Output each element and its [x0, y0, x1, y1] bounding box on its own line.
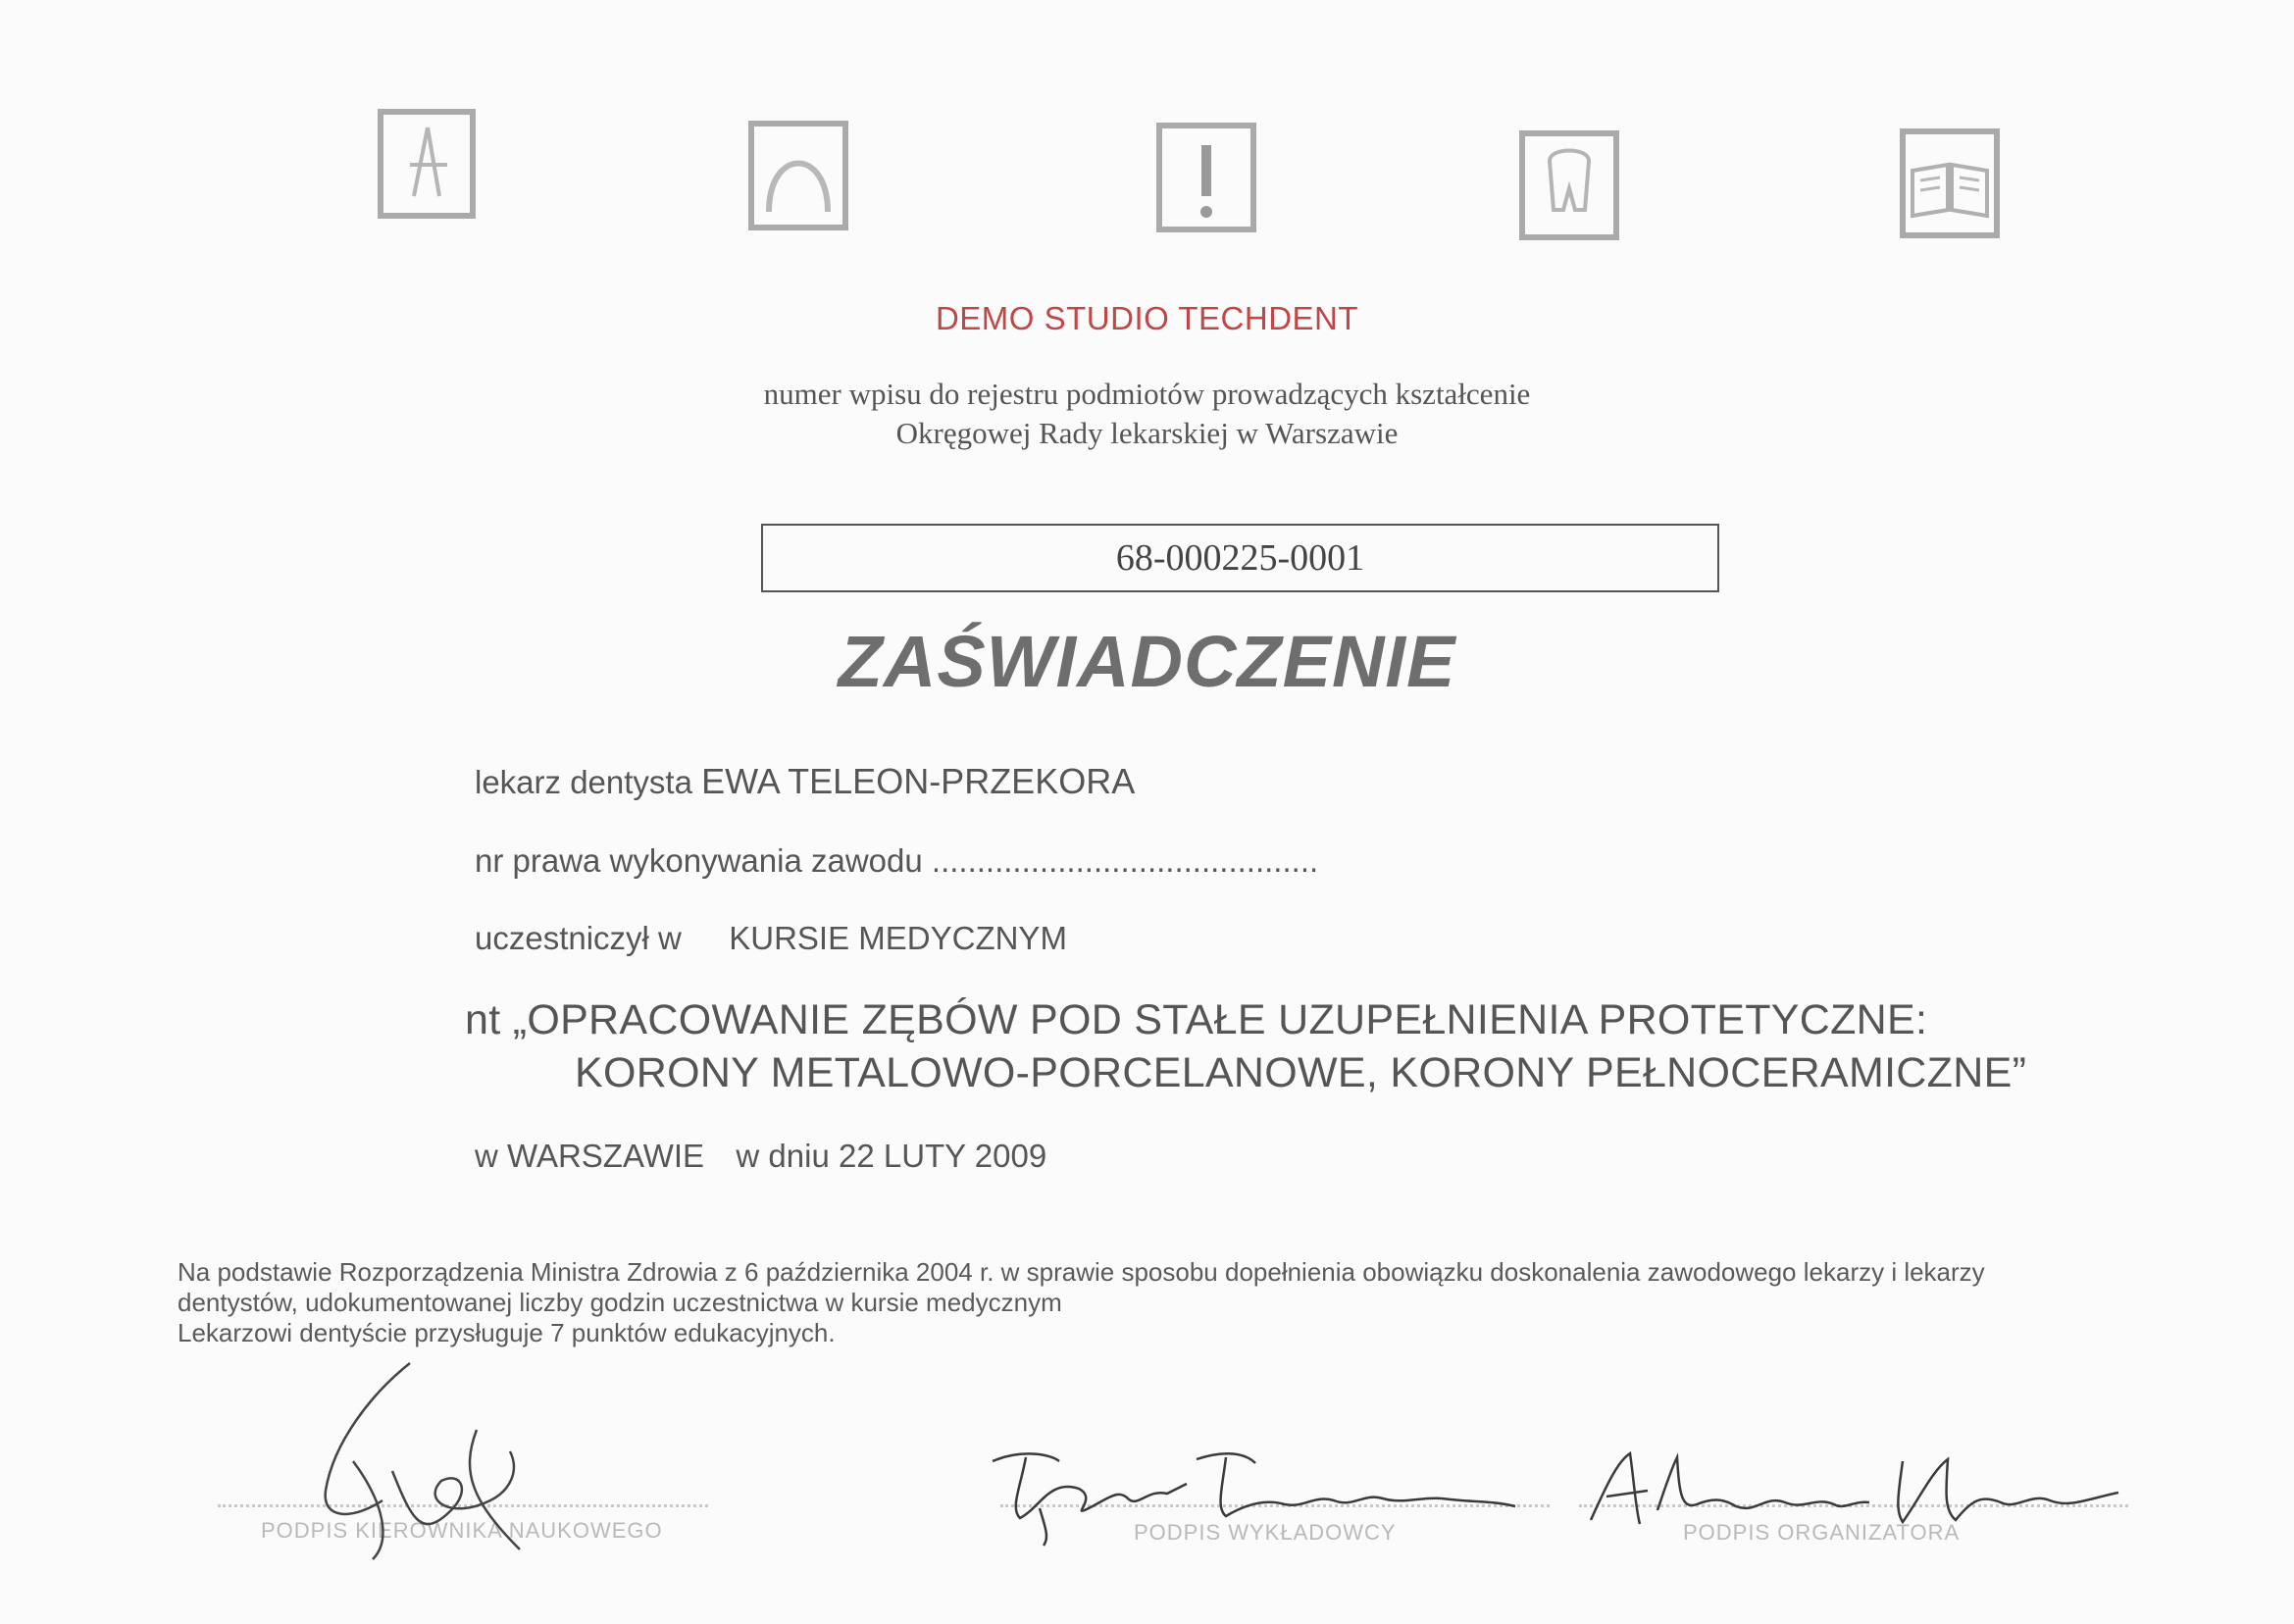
place-label: w: [475, 1138, 498, 1174]
participation-label: uczestniczył w: [475, 920, 682, 956]
license-label: nr prawa wykonywania zawodu: [475, 842, 923, 879]
points-suffix: punktów edukacyjnych.: [571, 1318, 836, 1347]
date: 22 LUTY 2009: [838, 1138, 1047, 1174]
doctor-name: EWA TELEON-PRZEKORA: [701, 761, 1136, 801]
education-points: 7: [550, 1318, 565, 1347]
signature-caption-director: PODPIS KIEROWNIKA NAUKOWEGO: [261, 1518, 663, 1543]
doctor-line: [475, 761, 1135, 802]
dental-arch-icon: [745, 118, 851, 233]
points-label: Lekarzowi dentyście przysługuje: [178, 1318, 543, 1347]
signature-caption-lecturer: PODPIS WYKŁADOWCY: [1134, 1520, 1397, 1545]
tooth-outline-icon: [1516, 127, 1622, 243]
place: WARSZAWIE: [507, 1138, 705, 1174]
tooth-icon: [375, 106, 481, 222]
education-points-line: [178, 1318, 836, 1348]
open-book-icon: [1897, 126, 2003, 241]
place-date-line: [475, 1138, 1046, 1175]
course-type: KURSIE MEDYCZNYM: [729, 920, 1067, 956]
license-line: [475, 842, 1318, 880]
exclamation-icon: [1153, 120, 1259, 235]
course-topic-line-1: nt „OPRACOWANIE ZĘBÓW POD STAŁE UZUPEŁNIENIA PROTETYCZNE:: [465, 996, 1928, 1043]
course-topic-line-2: KORONY METALOWO-PORCELANOWE, KORONY PEŁNOCERAMICZNE”: [575, 1049, 2027, 1096]
register-description-line-2: Okręgowej Rady lekarskiej w Warszawie: [895, 416, 1399, 450]
register-number: 68-000225-0001: [1115, 537, 1365, 579]
participation-line: [475, 920, 1067, 957]
legal-basis-line-2: dentystów, udokumentowanej liczby godzin uczestnictwa w kursie medycznym: [178, 1288, 1062, 1317]
handwritten-signature-lecturer: [981, 1440, 1530, 1548]
license-value: ...........................................: [931, 842, 1319, 879]
organization-name: DEMO STUDIO TECHDENT: [935, 300, 1359, 336]
handwritten-signature-director: [294, 1353, 530, 1569]
signature-caption-organizer: PODPIS ORGANIZATORA: [1683, 1520, 1961, 1545]
doctor-label: lekarz dentysta: [475, 764, 692, 800]
register-description-line-1: numer wpisu do rejestru podmiotów prowadzących kształcenie: [763, 377, 1531, 411]
legal-basis-line-1: Na podstawie Rozporządzenia Ministra Zdrowia z 6 października 2004 r. w sprawie sposobu dopełnienia obowiązku doskonalenia zawodowego lekarzy i lekarzy: [178, 1257, 1985, 1287]
date-label: w dniu: [736, 1138, 830, 1174]
handwritten-signature-organizer: [1579, 1442, 2128, 1540]
certificate-title: ZAŚWIADCZENIE: [838, 621, 1456, 702]
register-number-box: [761, 524, 1719, 592]
